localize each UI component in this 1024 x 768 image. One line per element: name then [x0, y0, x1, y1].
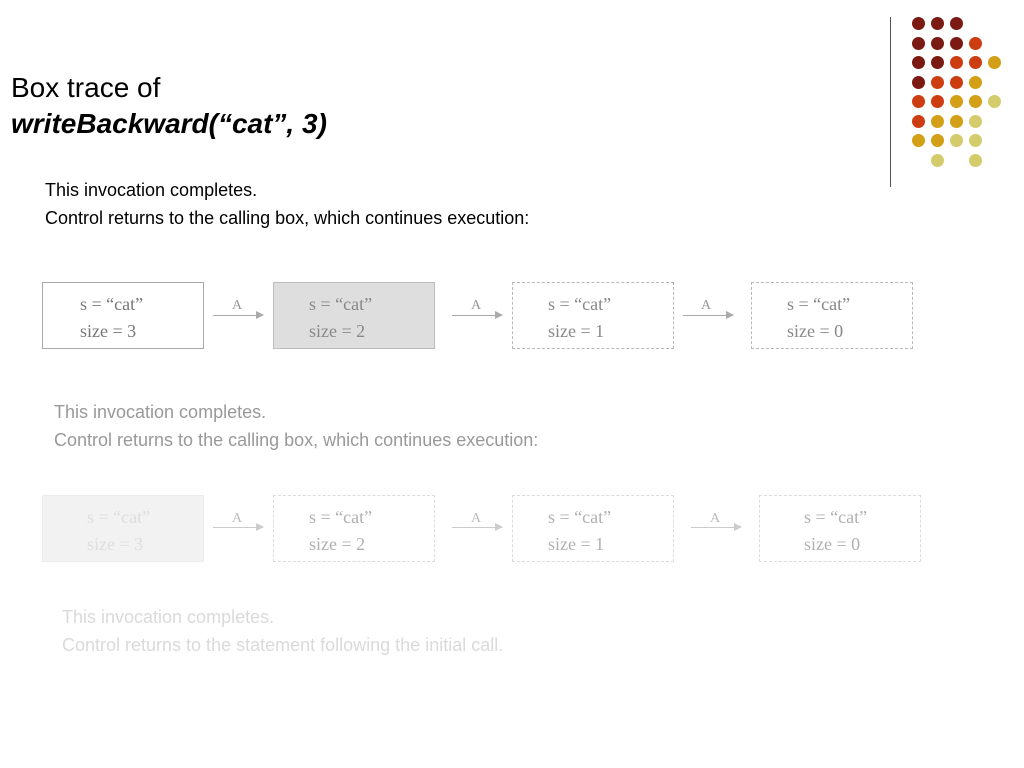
param-s: s = “cat” — [804, 507, 868, 527]
activation-box-size-0 — [751, 282, 913, 349]
decorative-dot — [912, 17, 925, 30]
activation-box-size-2 — [273, 282, 435, 349]
call-arrow — [452, 527, 502, 528]
decorative-dot — [931, 37, 944, 50]
decorative-dot — [969, 134, 982, 147]
note-2 — [54, 398, 538, 454]
param-size: size = 0 — [787, 321, 844, 341]
param-s: s = “cat” — [80, 294, 144, 314]
decorative-dot — [969, 56, 982, 69]
decorative-dot — [969, 37, 982, 50]
decorative-dot — [912, 76, 925, 89]
decorative-dot — [912, 37, 925, 50]
note-1 — [45, 176, 529, 232]
activation-box-size-1 — [512, 282, 674, 349]
note-2-line-2: Control returns to the calling box, which continues execution: — [54, 430, 539, 450]
param-size: size = 0 — [804, 534, 861, 554]
decorative-dot — [969, 95, 982, 108]
note-3-line-1: This invocation completes. — [62, 607, 275, 627]
decorative-dot — [912, 56, 925, 69]
decorative-dot — [931, 115, 944, 128]
param-s: s = “cat” — [309, 507, 373, 527]
decorative-dot — [950, 134, 963, 147]
param-size: size = 1 — [548, 321, 605, 341]
activation-box-size-3 — [42, 495, 204, 562]
decorative-dot — [969, 76, 982, 89]
param-s: s = “cat” — [548, 507, 612, 527]
return-point-label: A — [701, 298, 712, 313]
param-s: s = “cat” — [548, 294, 612, 314]
title-line-1: Box trace of — [11, 72, 161, 103]
decorative-dot — [931, 95, 944, 108]
param-size: size = 2 — [309, 534, 366, 554]
decorative-dot — [931, 17, 944, 30]
decorative-dot — [969, 115, 982, 128]
decorative-dot — [988, 95, 1001, 108]
note-2-line-1: This invocation completes. — [54, 402, 267, 422]
note-3-line-2: Control returns to the statement following the initial call. — [62, 635, 504, 655]
decorative-dot — [931, 56, 944, 69]
decorative-dot — [912, 134, 925, 147]
decorative-dot — [931, 134, 944, 147]
decorative-dot — [931, 154, 944, 167]
decorative-dot — [912, 115, 925, 128]
call-arrow — [683, 315, 733, 316]
return-point-label: A — [471, 298, 482, 313]
call-arrow — [691, 527, 741, 528]
note-3 — [62, 603, 503, 659]
param-size: size = 3 — [80, 321, 137, 341]
decorative-dot — [950, 95, 963, 108]
note-1-line-2: Control returns to the calling box, which continues execution: — [45, 208, 530, 228]
decorative-dot — [950, 115, 963, 128]
activation-box-size-2 — [273, 495, 435, 562]
activation-box-size-3 — [42, 282, 204, 349]
call-arrow — [213, 315, 263, 316]
param-s: s = “cat” — [787, 294, 851, 314]
param-s: s = “cat” — [309, 294, 373, 314]
return-point-label: A — [232, 511, 243, 526]
decorative-dot — [950, 56, 963, 69]
param-size: size = 3 — [87, 534, 144, 554]
call-arrow — [213, 527, 263, 528]
activation-box-size-0 — [759, 495, 921, 562]
return-point-label: A — [232, 298, 243, 313]
param-s: s = “cat” — [87, 507, 151, 527]
decorative-dot — [969, 154, 982, 167]
title-line-2: writeBackward(“cat”, 3) — [11, 108, 327, 139]
decorative-dot — [950, 76, 963, 89]
activation-box-size-1 — [512, 495, 674, 562]
decorative-divider — [890, 17, 891, 187]
return-point-label: A — [710, 511, 721, 526]
decorative-dot — [931, 76, 944, 89]
param-size: size = 1 — [548, 534, 605, 554]
slide-title — [11, 70, 327, 142]
decorative-dot — [912, 95, 925, 108]
decorative-dot — [950, 17, 963, 30]
call-arrow — [452, 315, 502, 316]
return-point-label: A — [471, 511, 482, 526]
note-1-line-1: This invocation completes. — [45, 180, 258, 200]
param-size: size = 2 — [309, 321, 366, 341]
decorative-dot — [988, 56, 1001, 69]
decorative-dot — [950, 37, 963, 50]
